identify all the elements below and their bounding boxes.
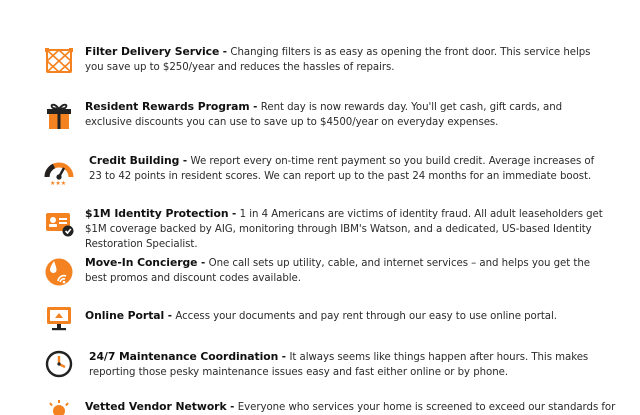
vendor-badge-icon bbox=[44, 399, 74, 415]
item-text bbox=[89, 153, 610, 184]
item-separator: - bbox=[278, 352, 290, 363]
clock-icon bbox=[44, 349, 74, 379]
item-description: Access your documents and pay rent through our easy to use online portal. bbox=[175, 311, 557, 322]
item-separator: - bbox=[219, 47, 231, 58]
item-separator: - bbox=[179, 156, 191, 167]
item-text bbox=[89, 349, 610, 380]
identity-card-shield-icon bbox=[44, 208, 74, 238]
air-filter-icon bbox=[44, 46, 74, 76]
item-description: Rent day is now rewards day. You'll get cash, gift cards, and exclusive discounts you can use to save up to $4500/year on everyday expenses. bbox=[85, 102, 563, 128]
item-title: Move-In Concierge bbox=[85, 256, 198, 269]
credit-gauge-icon bbox=[44, 157, 74, 187]
item-title: $1M Identity Protection bbox=[85, 207, 229, 220]
item-title: Online Portal bbox=[85, 309, 165, 322]
item-description: We report every on-time rent payment so you build credit. Average increases of 23 to 42 points in resident scores. We can report up to the past 24 months for an immediate boost. bbox=[89, 156, 595, 182]
item-separator: - bbox=[197, 258, 209, 269]
item-description: Changing filters is as easy as opening the front door. This service helps you save up to $250/year and reduces the hassles of repairs. bbox=[85, 47, 591, 73]
item-description: One call sets up utility, cable, and internet services – and helps you get the best promos and discount codes available. bbox=[85, 258, 590, 284]
item-text bbox=[85, 399, 616, 415]
svg-text:★★★: ★★★ bbox=[50, 180, 67, 187]
item-text bbox=[85, 255, 610, 286]
gift-icon bbox=[44, 101, 74, 131]
item-description: It always seems like things happen after hours. This makes reporting those pesky maintenance issues easy and fast either online or by phone. bbox=[89, 352, 589, 378]
item-text bbox=[85, 206, 610, 252]
item-separator: - bbox=[164, 311, 176, 322]
item-title: Credit Building bbox=[89, 154, 180, 167]
item-title: Filter Delivery Service bbox=[85, 45, 220, 58]
item-text bbox=[85, 308, 610, 324]
item-separator: - bbox=[226, 402, 238, 413]
utilities-drop-wifi-icon bbox=[44, 257, 74, 287]
item-title: Resident Rewards Program bbox=[85, 100, 250, 113]
item-title: 24/7 Maintenance Coordination bbox=[89, 350, 279, 363]
item-separator: - bbox=[228, 209, 240, 220]
item-description: Everyone who services your home is screened to exceed our standards for bbox=[237, 402, 616, 413]
item-title: Vetted Vendor Network bbox=[85, 400, 227, 413]
item-separator: - bbox=[249, 102, 261, 113]
item-description: 1 in 4 Americans are victims of identity fraud. All adult leaseholders get $1M coverage backed by AIG, monitoring through IBM's Watson, and a dedicated, US-based Identity Restoration Specialist. bbox=[85, 209, 603, 250]
computer-monitor-icon bbox=[44, 303, 74, 333]
item-text bbox=[85, 44, 610, 75]
item-text bbox=[85, 99, 610, 130]
